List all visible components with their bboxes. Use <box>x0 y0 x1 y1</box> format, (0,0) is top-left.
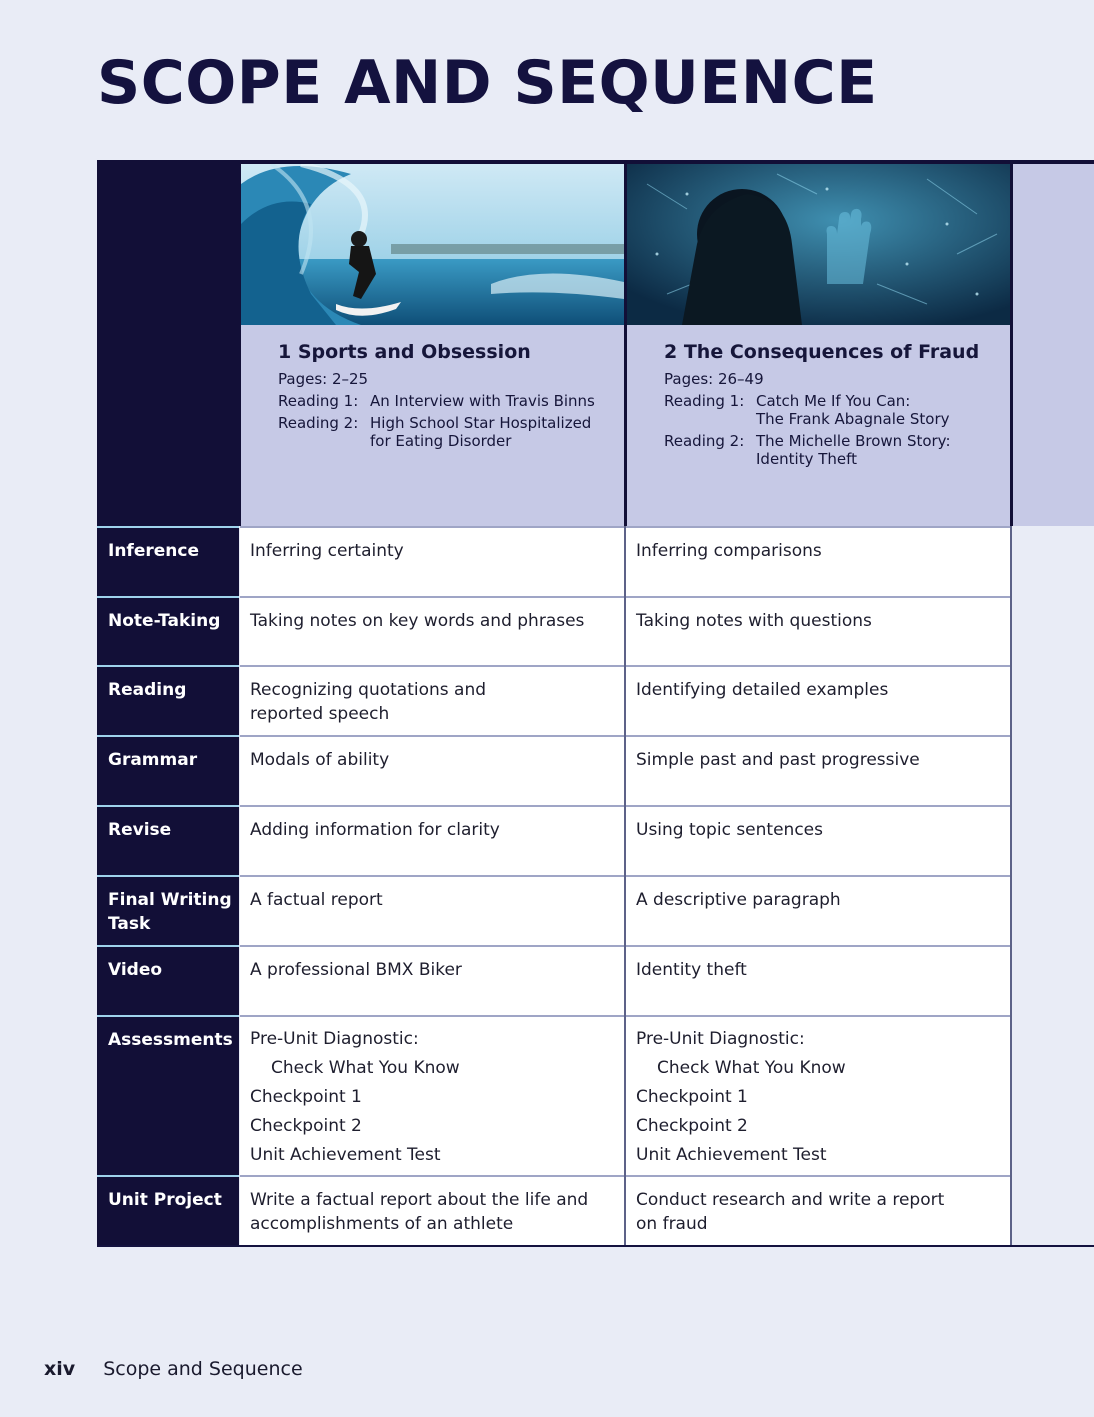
cell-text: A factual report <box>250 890 383 910</box>
unit-2-cell <box>626 875 1010 945</box>
cell-text: A professional BMX Biker <box>250 960 462 980</box>
cell-text: A descriptive paragraph <box>636 890 841 910</box>
column-divider <box>1010 526 1012 1246</box>
cell-text: Check What You Know <box>657 1058 846 1078</box>
unit-1-cell <box>240 805 624 875</box>
row-grammar <box>97 735 1094 805</box>
row-final-writing-task <box>97 875 1094 945</box>
unit-1-cell <box>240 1015 624 1175</box>
cell-text: Modals of ability <box>250 750 390 770</box>
cell-text: accomplishments of an athlete <box>250 1214 514 1234</box>
row-assessments <box>97 1015 1094 1175</box>
cell-text: Adding information for clarity <box>250 820 500 840</box>
reading-label: Reading 2: <box>278 414 359 432</box>
unit-1-pages: Pages: 2–25 <box>278 370 369 388</box>
row-reading <box>97 665 1094 735</box>
cell-text: Identifying detailed examples <box>636 680 889 700</box>
row-label: Revise <box>97 805 239 875</box>
cell-text: Using topic sentences <box>636 820 823 840</box>
surfer-photo <box>241 164 624 325</box>
reading-label: Reading 2: <box>664 432 745 450</box>
unit-2-cell <box>626 1175 1010 1245</box>
unit-2-info <box>664 340 1004 468</box>
cell-text: Taking notes with questions <box>636 611 872 631</box>
unit-1-cell <box>240 945 624 1015</box>
row-video <box>97 945 1094 1015</box>
row-label: Unit Project <box>97 1175 239 1245</box>
row-label: Note-Taking <box>97 596 239 665</box>
unit-1-cell <box>240 526 624 596</box>
next-unit-column-edge <box>1013 164 1094 526</box>
unit-1-cell <box>240 735 624 805</box>
reading-title: Catch Me If You Can: The Frank Abagnale Story <box>756 392 950 428</box>
row-note-taking <box>97 596 1094 665</box>
row-label: Reading <box>97 665 239 735</box>
cell-text: Checkpoint 1 <box>250 1087 362 1107</box>
unit-1-info <box>278 340 618 450</box>
reading-title: An Interview with Travis Binns <box>370 392 595 410</box>
unit-2-cell <box>626 1015 1010 1175</box>
cell-text: Inferring comparisons <box>636 541 822 561</box>
unit-2-pages: Pages: 26–49 <box>664 370 764 388</box>
row-label: Video <box>97 945 239 1015</box>
reading-title: High School Star Hospitalized for Eating Disorder <box>370 414 592 450</box>
reading-label: Reading 1: <box>278 392 359 410</box>
cell-text: Identity theft <box>636 960 747 980</box>
row-label: Grammar <box>97 735 239 805</box>
fraud-photo <box>627 164 1010 325</box>
cell-text: Write a factual report about the life and <box>250 1190 589 1210</box>
unit-2-reading-2 <box>664 432 1004 468</box>
unit-1-header <box>241 164 624 526</box>
unit-2-reading-1 <box>664 392 1004 428</box>
cell-text: Inferring certainty <box>250 541 404 561</box>
unit-1-cell <box>240 665 624 735</box>
table-bottom-rule <box>97 1245 1094 1247</box>
row-label: Inference <box>97 526 239 596</box>
unit-1-cell <box>240 875 624 945</box>
cell-text: Checkpoint 2 <box>250 1116 362 1136</box>
unit-1-reading-1 <box>278 392 618 410</box>
unit-1-title: 1 Sports and Obsession <box>278 341 531 363</box>
cell-text: Simple past and past progressive <box>636 750 920 770</box>
unit-2-cell <box>626 805 1010 875</box>
reading-label: Reading 1: <box>664 392 745 410</box>
cell-text: Check What You Know <box>271 1058 460 1078</box>
unit-2-cell <box>626 945 1010 1015</box>
unit-2-cell <box>626 526 1010 596</box>
unit-1-cell <box>240 596 624 665</box>
cell-text: on fraud <box>636 1214 708 1234</box>
cell-text: Checkpoint 2 <box>636 1116 748 1136</box>
footer-section-title: Scope and Sequence <box>103 1358 303 1380</box>
cell-text: Unit Achievement Test <box>250 1145 441 1165</box>
row-revise <box>97 805 1094 875</box>
row-unit-project <box>97 1175 1094 1245</box>
cell-text: Conduct research and write a report <box>636 1190 945 1210</box>
row-label: Final Writing Task <box>97 875 239 945</box>
page-title: SCOPE AND SEQUENCE <box>97 48 878 118</box>
unit-2-title: 2 The Consequences of Fraud <box>664 341 980 363</box>
row-inference <box>97 526 1094 596</box>
unit-1-cell <box>240 1175 624 1245</box>
cell-text: Recognizing quotations and <box>250 680 487 700</box>
reading-title: The Michelle Brown Story: Identity Theft <box>756 432 951 468</box>
unit-1-reading-2 <box>278 414 618 450</box>
cell-text: reported speech <box>250 704 390 724</box>
row-label: Assessments <box>97 1015 239 1175</box>
unit-2-cell <box>626 665 1010 735</box>
unit-2-cell <box>626 596 1010 665</box>
cell-text: Pre-Unit Diagnostic: <box>250 1029 419 1049</box>
page-footer <box>44 1358 303 1380</box>
page-number: xiv <box>44 1358 76 1380</box>
cell-text: Checkpoint 1 <box>636 1087 748 1107</box>
cell-text: Pre-Unit Diagnostic: <box>636 1029 805 1049</box>
cell-text: Unit Achievement Test <box>636 1145 827 1165</box>
column-divider <box>624 526 626 1246</box>
unit-2-cell <box>626 735 1010 805</box>
unit-2-header <box>627 164 1010 526</box>
cell-text: Taking notes on key words and phrases <box>250 611 585 631</box>
